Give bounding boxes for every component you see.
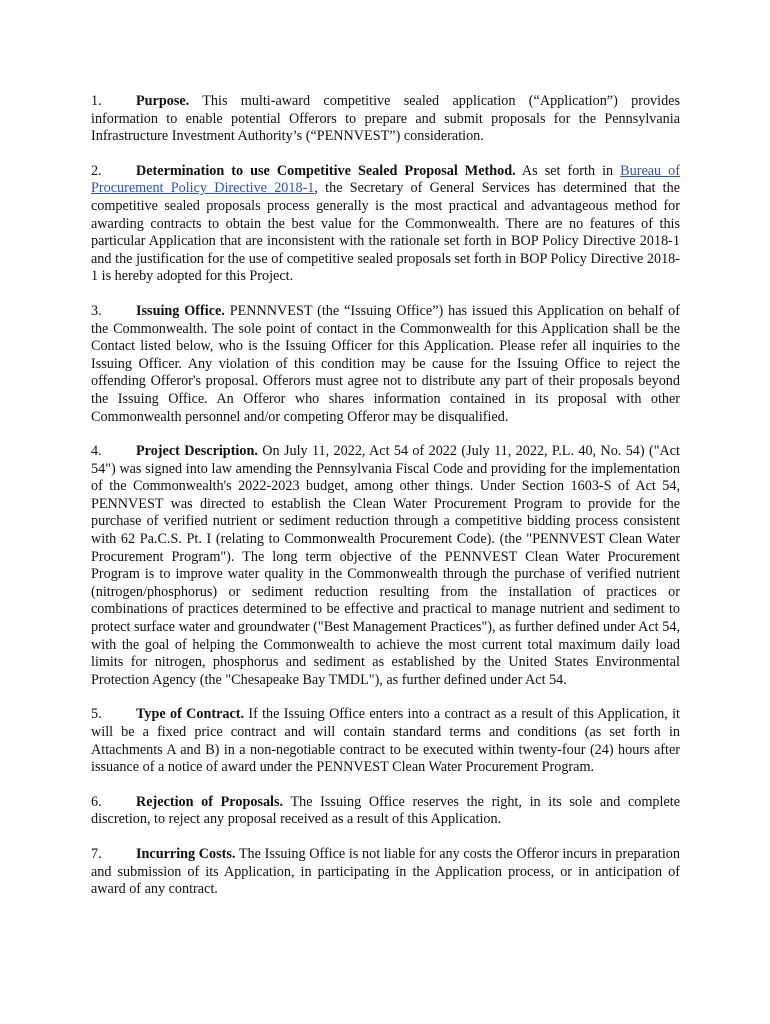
section-heading: Purpose. bbox=[136, 93, 190, 109]
section-determination bbox=[91, 163, 680, 286]
section-number: 6. bbox=[91, 793, 102, 810]
section-body: On July 11, 2022, Act 54 of 2022 (July 11, 2022, P.L. 40, No. 54) ("Act 54") was signed into law amending the Pennsylvania Fiscal Code and providing for the implementation of the Commonwealth's 2022-2023 budget, among other things. Under Section 1603-S of Act 54, PENNVEST was directed to establish the Clean Water Procurement Program to provide for the purchase of verified nutrient or sediment reduction through a competitive bidding process consistent with 62 Pa.C.S. Pt. I (relating to Commonwealth Procurement Code). (the "PENNVEST Clean Water Procurement Program"). The long term objective of the PENNVEST Clean Water Procurement Program is to improve water quality in the Commonwealth through the purchase of verified nutrient (nitrogen/phosphorus) or sediment reduction resulting from the installation of practices or combinations of practices determined to be effective and practical to manage nutrient and sediment to protect surface water and groundwater ("Best Management Practices"), as further defined under Act 54, with the goal of helping the Commonwealth to achieve the most current total maximum daily load limits for nitrogen, phosphorus and sediment as established by the United States Environmental Protection Agency (the "Chesapeake Bay TMDL"), as further defined under Act 54. bbox=[91, 443, 680, 688]
bop-directive-link[interactable]: Bureau of Procurement Policy Directive 2018-1 bbox=[91, 162, 680, 197]
section-heading: Rejection of Proposals. bbox=[136, 793, 284, 810]
section-heading: Project Description. bbox=[136, 443, 258, 460]
section-body: The Issuing Office is not liable for any costs the Offeror incurs in preparation and submission of its Application, in participating in the Application process, or in anticipation of award of any contract. bbox=[91, 845, 680, 898]
section-issuing-office bbox=[91, 303, 680, 426]
section-body: The Issuing Office reserves the right, in its sole and complete discretion, to reject any proposal received as a result of this Application. bbox=[91, 793, 680, 828]
section-body: This multi-award competitive sealed application (“Application”) provides information to enable potential Offerors to prepare and submit proposals for the Pennsylvania Infrastructure Investment Authority’s (“PENNVEST”) consideration. bbox=[91, 93, 680, 145]
section-type-of-contract bbox=[91, 706, 680, 776]
section-number: 3. bbox=[91, 302, 102, 319]
section-body: PENNNVEST (the “Issuing Office”) has issued this Application on behalf of the Commonwealth. The sole point of contact in the Commonwealth for this Application shall be the Contact listed below, who is the Issuing Officer for this Application. Please refer all inquiries to the Issuing Officer. Any violation of this condition may be cause for the Issuing Office to reject the offending Offeror's proposal. Offerors must agree not to distribute any part of their proposals beyond the Issuing Office. An Offeror who shares information contained in its proposal with other Commonwealth personnel and/or competing Offeror may be disqualified. bbox=[91, 302, 680, 425]
section-incurring-costs bbox=[91, 846, 680, 899]
document-page bbox=[91, 93, 680, 916]
section-body: , the Secretary of General Services has determined that the competitive sealed proposals process generally is the most practical and advantageous method for awarding contracts to obtain the best value for the Commonwealth. There are no features of this particular Application that are inconsistent with the rationale set forth in BOP Policy Directive 2018-1 and the justification for the use of competitive sealed proposals set forth in BOP Policy Directive 2018-1 is hereby adopted for this Project. bbox=[91, 180, 680, 285]
section-number: 1. bbox=[91, 93, 102, 109]
section-body-intro: As set forth in bbox=[515, 162, 621, 179]
section-heading: Issuing Office. bbox=[136, 302, 225, 319]
section-purpose bbox=[91, 93, 680, 146]
section-heading: Incurring Costs. bbox=[136, 845, 236, 862]
section-project-description bbox=[91, 443, 680, 689]
section-number: 7. bbox=[91, 845, 102, 862]
section-heading: Determination to use Competitive Sealed Proposal Method. bbox=[136, 162, 516, 179]
section-number: 4. bbox=[91, 443, 102, 460]
section-body: If the Issuing Office enters into a contract as a result of this Application, it will be a fixed price contract and will contain standard terms and conditions (as set forth in Attachments A and B) in a non-negotiable contract to be executed within twenty-four (24) hours after issuance of a notice of award under the PENNVEST Clean Water Procurement Program. bbox=[91, 706, 680, 776]
section-number: 2. bbox=[91, 162, 102, 179]
section-rejection-of-proposals bbox=[91, 794, 680, 829]
section-heading: Type of Contract. bbox=[136, 706, 245, 723]
section-number: 5. bbox=[91, 706, 102, 723]
